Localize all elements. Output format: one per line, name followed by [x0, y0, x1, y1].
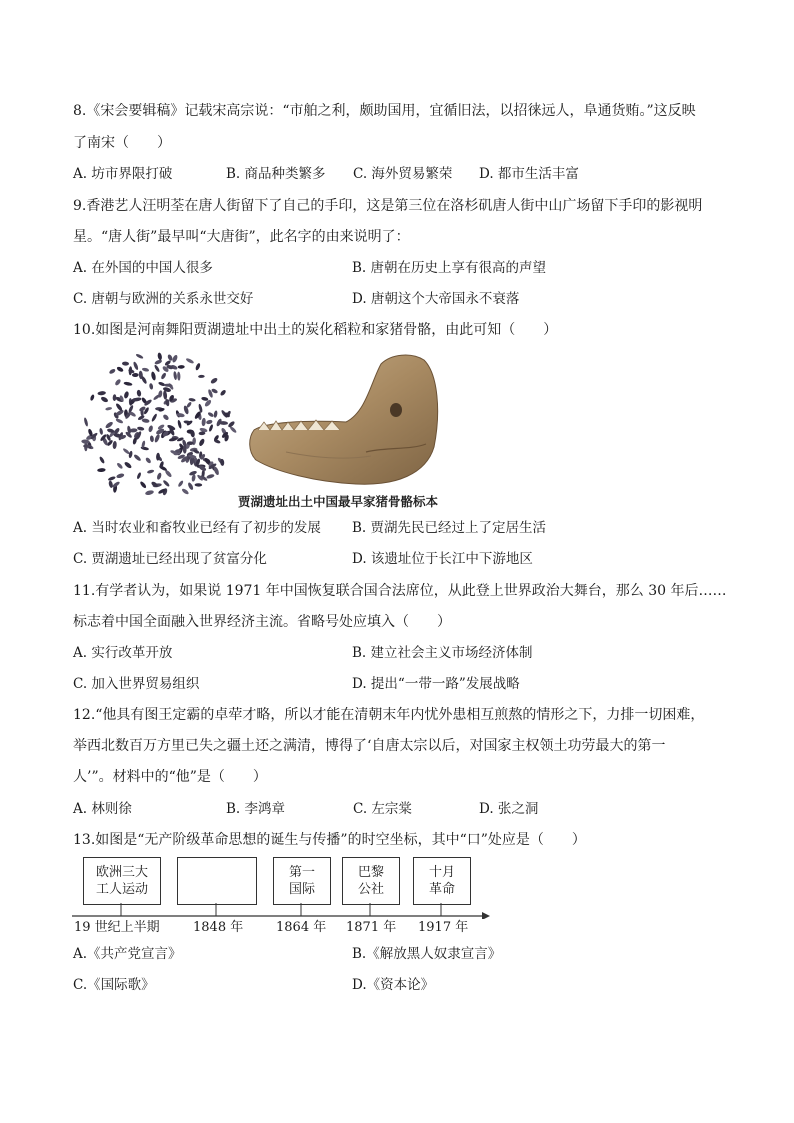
q9-option-a: A. 在外国的中国人很多: [73, 260, 213, 276]
rice-grain: [123, 381, 132, 386]
timeline-box-first-international: [273, 857, 331, 905]
q8-stem-line1: 8.《宋会要辑稿》记载宋高宗说：“市舶之利，颇助国用，宜循旧法，以招徕远人，阜通货贿。”这反映: [73, 103, 696, 119]
q11-option-b: B. 建立社会主义市场经济体制: [352, 645, 533, 661]
q9-stem-line1: 9.香港艺人汪明荃在唐人街留下了自己的手印，这是第三位在洛杉矶唐人街中山广场留下手印的影视明: [73, 198, 703, 214]
rice-grain: [105, 407, 112, 411]
rice-grain: [148, 425, 154, 433]
rice-grain: [206, 419, 213, 425]
rice-grain: [116, 462, 123, 470]
q10-option-a: A. 当时农业和畜牧业已经有了初步的发展: [73, 520, 321, 536]
pig-jaw-bone-image: [238, 352, 446, 512]
rice-grain: [113, 394, 117, 401]
rice-grain: [133, 361, 140, 370]
rice-grain: [173, 371, 177, 380]
rice-grain: [116, 366, 124, 373]
timeline-box-workers-movements: [83, 857, 161, 905]
rice-grain: [141, 418, 149, 423]
rice-grain: [151, 371, 157, 381]
tick-label-3: 1864 年: [276, 920, 327, 935]
timeline-box-line1: 十月: [428, 865, 455, 880]
q13-option-c: C.《国际歌》: [73, 977, 155, 993]
rice-grain: [177, 480, 184, 488]
rice-grain: [151, 413, 158, 422]
rice-grain: [99, 428, 103, 435]
rice-grain: [198, 375, 205, 378]
rice-grain: [136, 389, 141, 396]
figure-caption: 贾湖遗址出土中国最早家猪骨骼标本: [238, 494, 439, 509]
timeline-box-line2: 国际: [288, 882, 315, 897]
rice-grain: [195, 483, 203, 487]
rice-grain: [210, 377, 218, 385]
rice-grain: [181, 488, 189, 495]
axis-arrow: [482, 912, 490, 919]
q8-option-c: C. 海外贸易繁荣: [353, 166, 453, 182]
rice-grain: [158, 381, 166, 387]
q13-option-a: A.《共产党宣言》: [73, 946, 182, 962]
rice-grain: [201, 396, 209, 401]
q10-option-c: C. 贾湖遗址已经出现了贫富分化: [73, 551, 267, 567]
rice-grain: [185, 357, 194, 364]
rice-grain: [162, 414, 170, 421]
q11-option-c: C. 加入世界贸易组织: [73, 676, 200, 692]
rice-grain: [154, 434, 161, 444]
timeline-axis: [70, 903, 495, 919]
q12-stem-line3: 人’”。材料中的“他”是（ ）: [73, 769, 267, 785]
rice-grain: [124, 461, 133, 469]
q10-stem: 10.如图是河南舞阳贾湖遗址中出土的炭化稻粒和家猪骨骼，由此可知（ ）: [73, 322, 558, 338]
rice-grain: [147, 469, 155, 474]
rice-grain: [178, 365, 185, 369]
rice-grain: [163, 390, 168, 400]
rice-grain: [157, 352, 162, 360]
q13-option-b: B.《解放黑人奴隶宣言》: [352, 946, 502, 962]
rice-grain: [83, 417, 88, 427]
q11-option-a: A. 实行改革开放: [73, 645, 173, 661]
q13-option-d: D.《资本论》: [352, 977, 435, 993]
rice-grain: [105, 421, 114, 429]
rice-grain: [213, 410, 218, 418]
rice-grain: [108, 480, 113, 488]
timeline-box-october-revolution: [413, 857, 471, 905]
rice-grain: [108, 368, 116, 375]
q8-option-b: B. 商品种类繁多: [226, 166, 326, 182]
rice-grain: [100, 396, 109, 403]
timeline-box-line1: 巴黎: [357, 865, 384, 880]
rice-grain: [128, 366, 132, 375]
tick-label-4: 1871 年: [346, 920, 397, 935]
rice-grain: [208, 424, 214, 432]
rice-grain: [177, 372, 181, 381]
rice-grain: [114, 378, 121, 386]
rice-grain: [198, 403, 203, 412]
q8-stem-line2: 了南宋（ ）: [73, 135, 171, 151]
rice-grains-illustration: [73, 350, 243, 505]
rice-grain: [154, 359, 163, 365]
q12-option-b: B. 李鸿章: [226, 801, 286, 817]
rice-grain: [188, 398, 195, 402]
rice-grain: [187, 482, 194, 491]
rice-grain: [90, 394, 95, 401]
q12-option-d: D. 张之洞: [479, 801, 539, 817]
rice-grain: [162, 479, 170, 487]
rice-grain: [122, 361, 129, 365]
q10-option-b: B. 贾湖先民已经过上了定居生活: [352, 520, 547, 536]
q13-stem: 13.如图是“无产阶级革命思想的诞生与传播”的时空坐标，其中“口”处应是（ ）: [73, 832, 586, 848]
rice-grain: [108, 476, 116, 482]
rice-grain: [160, 372, 167, 380]
rice-grain: [177, 420, 182, 429]
rice-grain: [135, 353, 143, 359]
q12-stem-line1: 12.“他具有图王定霸的卓荦才略，所以才能在清朝末年内忧外患相互煎熬的情形之下，力排一切困难，: [73, 707, 705, 723]
rice-grain: [99, 456, 106, 464]
tick-label-2: 1848 年: [193, 920, 244, 935]
rice-grain: [219, 389, 226, 396]
rice-grain: [145, 490, 155, 496]
q9-option-c: C. 唐朝与欧洲的关系永世交好: [73, 291, 254, 307]
q9-option-b: B. 唐朝在历史上享有很高的声望: [352, 260, 547, 276]
rice-grain: [115, 403, 123, 412]
q12-option-c: C. 左宗棠: [353, 801, 412, 817]
rice-grain: [201, 418, 206, 427]
q9-option-d: D. 唐朝这个大帝国永不衰落: [352, 291, 520, 307]
rice-grain: [142, 367, 150, 372]
q10-option-d: D. 该遗址位于长江中下游地区: [352, 551, 533, 567]
timeline-box-line2: 革命: [428, 882, 455, 897]
q11-stem-line2: 标志着中国全面融入世界经济主流。省略号处应填入（ ）: [73, 614, 451, 630]
q12-option-a: A. 林则徐: [73, 801, 132, 817]
rice-grain: [132, 373, 139, 377]
tick-label-5: 1917 年: [418, 920, 469, 935]
rice-grain: [97, 391, 106, 396]
rice-grain: [140, 446, 149, 451]
rice-grain: [206, 473, 215, 479]
rice-grain: [133, 454, 142, 462]
rice-grain: [149, 383, 154, 390]
rice-grain: [112, 441, 117, 449]
timeline-box-paris-commune: [342, 857, 400, 905]
rice-grain: [195, 362, 201, 370]
tick-label-1: 19 世纪上半期: [74, 920, 160, 935]
rice-grain: [83, 445, 91, 448]
q8-option-d: D. 都市生活丰富: [479, 166, 579, 182]
rice-grain: [139, 481, 147, 489]
timeline-box-line2: 工人运动: [95, 882, 148, 897]
rice-grain: [154, 364, 161, 372]
q11-option-d: D. 提出“一带一路”发展战略: [352, 676, 520, 692]
timeline-box-blank: [177, 857, 257, 905]
q9-stem-line2: 星。“唐人街”最早叫“大唐街”，此名字的由来说明了：: [73, 229, 410, 245]
rice-grain: [156, 472, 162, 480]
timeline-box-line1: 欧洲三大: [95, 865, 148, 880]
rice-grain: [116, 473, 125, 479]
rice-grain: [198, 438, 205, 447]
rice-grain: [145, 457, 152, 464]
rice-grain: [137, 426, 145, 431]
rice-grain: [115, 418, 124, 424]
timeline-figure: [70, 855, 500, 940]
timeline-box-line1: 第一: [288, 865, 315, 880]
rice-grain: [136, 472, 141, 480]
rice-grain: [128, 451, 133, 459]
rice-grain: [123, 391, 129, 399]
carbonized-rice-grains-image: [73, 350, 243, 505]
rice-grain: [207, 411, 214, 417]
q11-stem-line1: 11.有学者认为，如果说 1971 年中国恢复联合国合法席位，从此登上世界政治大舞台，那么 30 年后……: [73, 583, 727, 599]
pig-jawbone-illustration: [246, 352, 446, 492]
rice-grain: [150, 435, 155, 442]
rice-grain: [97, 468, 106, 472]
q8-option-a: A. 坊市界限打破: [73, 166, 173, 182]
timeline-box-line2: 公社: [357, 882, 384, 897]
q12-stem-line2: 举西北数百万方里已失之疆土还之满清，博得了‘自唐太宗以后，对国家主权领土功劳最大的第一: [73, 738, 666, 754]
